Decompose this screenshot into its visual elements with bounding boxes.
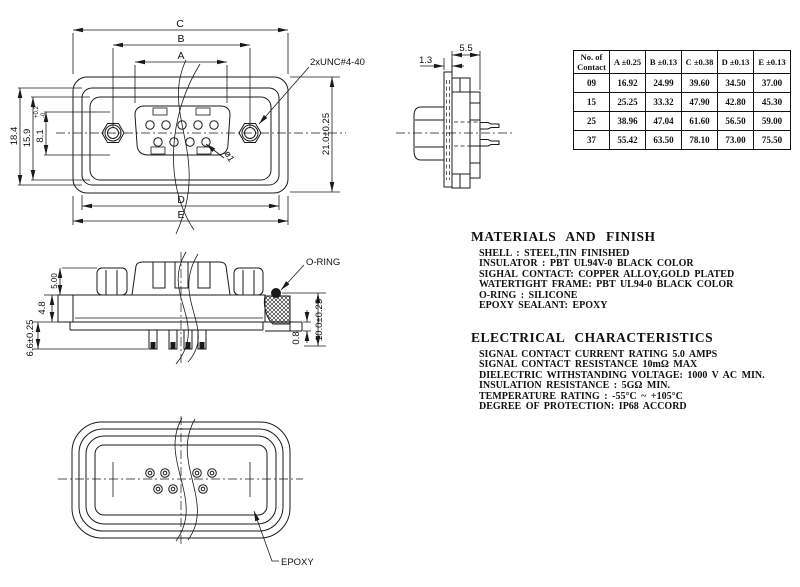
dim-flange-1-3: 1.3 (419, 55, 433, 66)
dim-height-21: 21.0±0.25 (321, 112, 332, 156)
table-row (574, 131, 791, 150)
dim-8-1-tol-minus: -0 (41, 112, 47, 118)
materials-line: SIGHAL CONTACT: COPPER ALLOY,GOLD PLATED (479, 268, 735, 280)
materials-list (471, 249, 800, 311)
epoxy-leader (254, 511, 279, 561)
table-row (574, 74, 791, 93)
cell-b: 33.32 (646, 93, 682, 112)
cell-a: 38.96 (610, 112, 646, 131)
header-c: C ±0.38 (682, 51, 718, 74)
electrical-list (471, 350, 800, 412)
header-e: E ±0.13 (754, 51, 791, 74)
front-view (9, 18, 365, 234)
cell-e: 45.30 (754, 93, 791, 112)
cell-contacts: 15 (574, 93, 610, 112)
pin-diameter-label: ø1 (221, 149, 237, 165)
header-contacts (574, 51, 610, 74)
cell-contacts: 25 (574, 112, 610, 131)
cell-d: 73.00 (718, 131, 754, 150)
dim-label-b: B (177, 33, 185, 45)
rear-view (58, 416, 314, 568)
header-contacts-line2: Contact (577, 62, 606, 72)
table-header-row (574, 51, 791, 74)
materials-line: INSULATOR : PBT UL94V-0 BLACK COLOR (479, 258, 694, 270)
dim-left-6-6: 6.6±0.25 (25, 319, 36, 357)
dim-18-4: 18.4 (9, 126, 20, 146)
cell-d: 42.80 (718, 93, 754, 112)
cell-a: 16.92 (610, 74, 646, 93)
cell-c: 78.10 (682, 131, 718, 150)
dim-nut-5-00: 5.00 (50, 273, 59, 289)
table-row (574, 112, 791, 131)
dim-8-1: 8.1 (35, 129, 46, 143)
materials-and-finish-block (471, 229, 800, 311)
rear-view-linework (58, 416, 303, 546)
materials-line: WATERTIGHT FRAME: PBT UL94-0 BLACK COLOR (479, 279, 734, 291)
dim-slab-4-8: 4.8 (37, 301, 48, 315)
cell-contacts: 09 (574, 74, 610, 93)
cell-a: 55.42 (610, 131, 646, 150)
cell-b: 63.50 (646, 131, 682, 150)
side-view (396, 43, 514, 188)
dim-label-e: E (177, 209, 185, 221)
dim-8-1-tol-plus: +0.2 (34, 106, 40, 118)
oring-label: O-RING (306, 257, 341, 268)
electrical-line: INSULATION RESISTANCE : 5GΩ MIN. (479, 380, 670, 392)
cell-c: 39.60 (682, 74, 718, 93)
electrical-line: DIELECTRIC WITHSTANDING VOLTAGE: 1000 V AC MIN. (479, 369, 765, 381)
header-b: B ±0.13 (646, 51, 682, 74)
front-view-linework (56, 60, 346, 234)
dim-label-c: C (176, 18, 184, 30)
cell-a: 25.25 (610, 93, 646, 112)
dim-right-10-0: 10.0±0.25 (314, 298, 325, 342)
dim-label-d: D (177, 194, 185, 206)
cell-contacts: 37 (574, 131, 610, 150)
section-view (25, 252, 340, 364)
dim-15-9: 15.9 (22, 128, 33, 148)
cell-c: 61.60 (682, 112, 718, 131)
electrical-line: TEMPERATURE RATING : -55°C ~ +105°C (479, 390, 683, 402)
epoxy-label: EPOXY (281, 557, 314, 568)
cell-e: 37.00 (754, 74, 791, 93)
header-a: A ±0.25 (610, 51, 646, 74)
electrical-line: SIGNAL CONTACT CURRENT RATING 5.0 AMPS (479, 349, 718, 360)
cell-e: 59.00 (754, 112, 791, 131)
header-d: D ±0.13 (718, 51, 754, 74)
cell-c: 47.90 (682, 93, 718, 112)
side-view-linework (396, 72, 514, 188)
dimension-table (573, 50, 791, 150)
materials-line: O-RING : SILICONE (479, 289, 578, 301)
cell-d: 56.50 (718, 112, 754, 131)
materials-title: MATERIALS AND FINISH (471, 229, 656, 244)
cell-b: 24.99 (646, 74, 682, 93)
dim-lip-0-8: 0.8 (291, 331, 302, 345)
electrical-line: SIGNAL CONTACT RESISTANCE 10mΩ MAX (479, 359, 698, 371)
table-row (574, 93, 791, 112)
dim-depth-5-5: 5.5 (459, 43, 473, 54)
materials-line: SHELL : STEEL,TIN FINISHED (479, 248, 630, 259)
electrical-characteristics-block (471, 330, 800, 412)
cell-b: 47.04 (646, 112, 682, 131)
header-contacts-line1: No. of (580, 52, 603, 62)
dim-label-a: A (177, 50, 185, 62)
section-view-linework (58, 252, 302, 364)
electrical-line: DEGREE OF PROTECTION: IP68 ACCORD (479, 401, 687, 413)
materials-line: EPOXY SEALANT: EPOXY (479, 300, 608, 312)
electrical-title: ELECTRICAL CHARACTERISTICS (471, 330, 714, 345)
screw-thread-label: 2xUNC#4-40 (310, 57, 365, 68)
cell-d: 34.50 (718, 74, 754, 93)
cell-e: 75.50 (754, 131, 791, 150)
